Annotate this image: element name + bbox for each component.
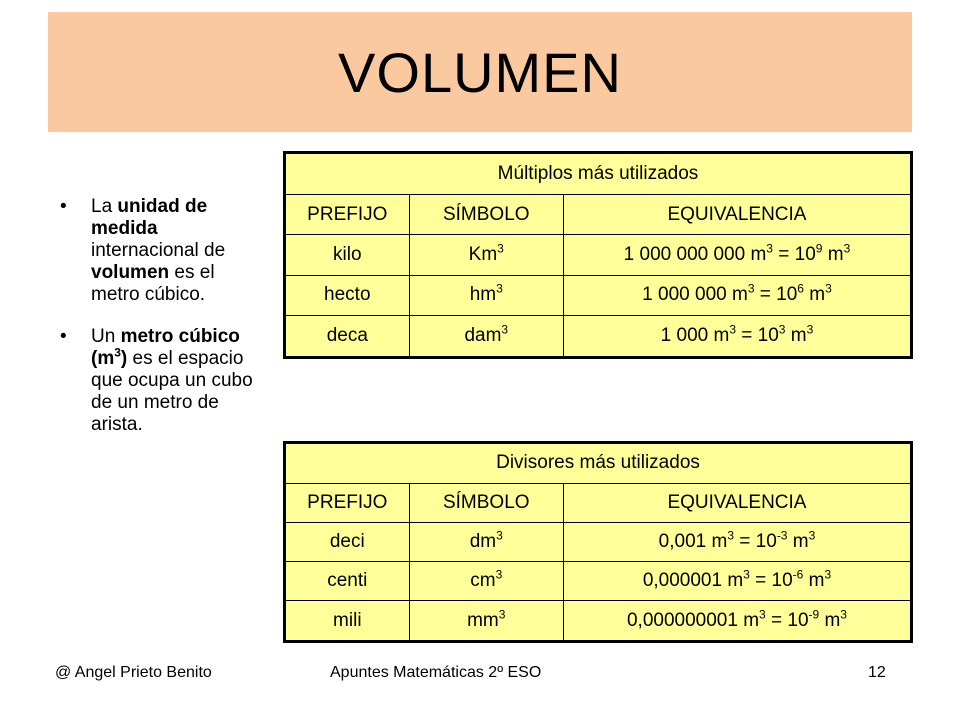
symbol-cell: $mm^3$	[409, 601, 563, 642]
equivalence-cell: 1 000 000 000 $m^3 = 10^9$ $m^3$	[563, 235, 911, 275]
slide-title: VOLUMEN	[338, 40, 622, 104]
table-caption: Múltiplos más utilizados	[285, 153, 912, 195]
symbol-cell: Km$^3$	[409, 235, 563, 275]
bullet-bold-text: unidad de medida	[91, 196, 208, 239]
bullet-bold-text: metro cúbico $(m^3)$	[91, 326, 240, 369]
column-header-symbol: SÍMBOLO	[409, 483, 563, 522]
bullet-text: Un	[91, 326, 121, 347]
prefix-cell: kilo	[285, 235, 410, 275]
equivalence-cell: 0,000000001 $m^3 = 10^{-9}$ $m^3$	[563, 601, 911, 642]
bullet-item-unit	[58, 196, 253, 306]
table-row	[285, 315, 912, 357]
column-header-equivalence: EQUIVALENCIA	[563, 483, 911, 522]
multiples-table	[283, 151, 913, 359]
column-header-prefix: PREFIJO	[285, 483, 410, 522]
table-caption: Divisores más utilizados	[285, 443, 912, 484]
symbol-cell: dam$^3$	[409, 315, 563, 357]
table-row	[285, 275, 912, 315]
table-row	[285, 235, 912, 275]
bullet-dot-icon: •	[60, 326, 67, 347]
bullet-bold-text: volumen	[91, 262, 170, 283]
prefix-cell: hecto	[285, 275, 410, 315]
symbol-cell: $dm^3$	[409, 522, 563, 561]
prefix-cell: deca	[285, 315, 410, 357]
footer-page-number: 12	[868, 664, 886, 681]
prefix-cell: centi	[285, 562, 410, 601]
bullet-list	[58, 196, 253, 456]
bullet-text: es el espacio que ocupa un cubo de un metro de arista.	[91, 348, 253, 435]
table-header-row	[285, 195, 912, 235]
bullet-dot-icon: •	[60, 196, 67, 217]
exponent: 3	[114, 345, 121, 360]
symbol-cell: $hm^3$	[409, 275, 563, 315]
equivalence-cell: 1 000 000 $m^3 = 10^6$ $m^3$	[563, 275, 911, 315]
table-caption-row	[285, 443, 912, 484]
table-row	[285, 522, 912, 561]
prefix-cell: mili	[285, 601, 410, 642]
bullet-text: es el metro cúbico.	[91, 262, 215, 305]
bullet-item-definition	[58, 326, 253, 436]
equivalence-cell: 0,000001 $m^3 = 10^{-6}$ $m^3$	[563, 562, 911, 601]
bullet-text: internacional de	[91, 240, 226, 261]
footer-author: @ Angel Prieto Benito	[55, 664, 212, 681]
column-header-symbol: SÍMBOLO	[409, 195, 563, 235]
divisors-table	[283, 441, 913, 643]
bullet-text: La	[91, 196, 118, 217]
footer-course: Apuntes Matemáticas 2º ESO	[330, 664, 542, 681]
table-caption-row	[285, 153, 912, 195]
equivalence-cell: 1 000 $m^3 = 10^3$ $m^3$	[563, 315, 911, 357]
table-row	[285, 562, 912, 601]
table-header-row	[285, 483, 912, 522]
equivalence-cell: 0,001 $m^3 = 10^{-3}$ $m^3$	[563, 522, 911, 561]
prefix-cell: deci	[285, 522, 410, 561]
table-row	[285, 601, 912, 642]
column-header-prefix: PREFIJO	[285, 195, 410, 235]
column-header-equivalence: EQUIVALENCIA	[563, 195, 911, 235]
title-banner	[48, 12, 912, 132]
symbol-cell: $cm^3$	[409, 562, 563, 601]
